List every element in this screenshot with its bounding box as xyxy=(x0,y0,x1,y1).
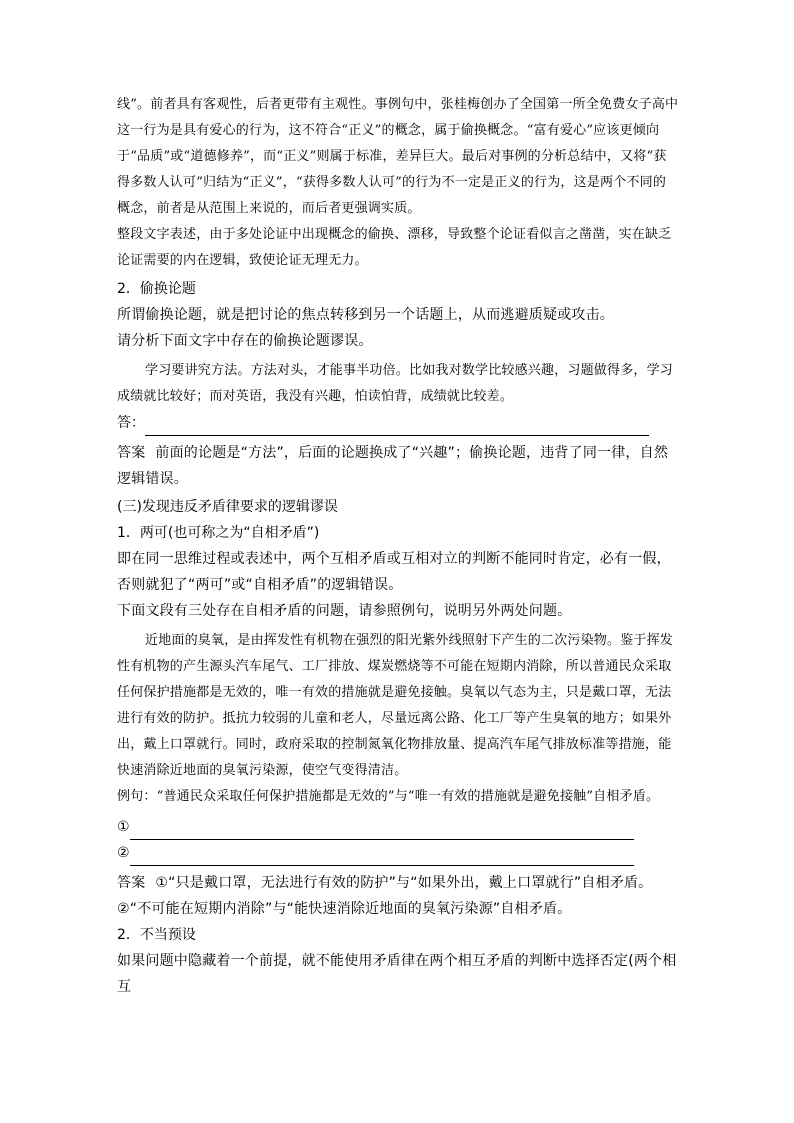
summary-paragraph: 整段文字表述，由于多处论证中出现概念的偷换、漂移，导致整个论证看似言之凿凿，实在缺乏论证需要的内在逻辑，致使论证无理无力。 xyxy=(117,227,672,268)
topic-shift-definition: 所谓偷换论题，就是把讨论的焦点转移到另一个话题上，从而逃避质疑或攻击。 xyxy=(117,307,614,323)
subsection-title-two-possible: 1．两可(也可称之为“自相矛盾”) xyxy=(117,525,320,541)
answer-prompt: 答： xyxy=(117,415,145,431)
answer-1-text: ①“只是戴口罩，无法进行有效的防护”与“如果外出，戴上口罩就行”自相矛盾。 xyxy=(155,875,653,891)
answer-blank-1-row xyxy=(117,814,679,840)
subsection-title-improper-presupposition: 2．不当预设 xyxy=(117,927,196,943)
answer-blank-2-row xyxy=(117,840,679,866)
blank-1-mark: ① xyxy=(117,819,130,835)
section-title-topic-shift: 2．偷换论题 xyxy=(117,281,196,297)
answer-blank-2-line[interactable] xyxy=(130,847,634,866)
answer-text: 前面的论题是“方法”，后面的论题换成了“兴趣”；偷换论题，违背了同一律，自然逻辑错误。 xyxy=(117,445,669,487)
answer-label: 答案 xyxy=(117,445,146,461)
topic-shift-quote: 学习要讲究方法。方法对头，才能事半功倍。比如我对数学比较感兴趣，习题做得多，学习成绩就比较好；而对英语，我没有兴趣，怕读怕背，成绩就比较差。 xyxy=(117,363,674,404)
contradiction-answer-1 xyxy=(117,870,679,896)
two-possible-definition: 即在同一思维过程或表述中，两个互相矛盾或互相对立的判断不能同时肯定，必有一假，否则就犯了“两可”或“自相矛盾”的逻辑错误。 xyxy=(117,551,671,593)
answer-blank-1-line[interactable] xyxy=(130,821,634,840)
section-title-contradiction: (三)发现违反矛盾律要求的逻辑谬误 xyxy=(117,499,338,515)
topic-shift-task: 请分析下面文字中存在的偷换论题谬误。 xyxy=(117,333,373,349)
contradiction-answer-2: ②“不可能在短期内消除”与“能快速消除近地面的臭氧污染源”自相矛盾。 xyxy=(117,901,572,917)
ozone-quote: 近地面的臭氧，是由挥发性有机物在强烈的阳光紫外线照射下产生的二次污染物。鉴于挥发性有机物的产生源头汽车尾气、工厂排放、煤炭燃烧等不可能在短期内消除，所以普通民众采取任何保护措施都是无效的，唯一有效的措施就是避免接触。臭氧以气态为主，只是戴口罩，无法进行有效的防护。抵抗力较弱的儿童和老人，尽量远离公路、化工厂等产生臭氧的地方；如果外出，戴上口罩就行。同时，政府采取的控制氮氧化物排放量、提高汽车尾气排放标准等措施，能快速消除近地面的臭氧污染源，使空气变得清洁。 xyxy=(117,633,674,778)
answer-label: 答案 xyxy=(117,875,146,891)
analysis-paragraph: 线”。前者具有客观性，后者更带有主观性。事例句中，张桂梅创办了全国第一所全免费女子高中这一行为是具有爱心的行为，这不符合“正义”的概念，属于偷换概念。“富有爱心”应该更倾向于“品质”或“道德修养”，而“正义”则属于标准，差异巨大。最后对事例的分析总结中，又将“获得多数人认可”归结为“正义”，“获得多数人认可”的行为不一定是正义的行为，这是两个不同的概念，前者是从范围上来说的，而后者更强调实质。 xyxy=(117,97,679,216)
document-page xyxy=(117,92,679,1000)
topic-shift-answer xyxy=(117,440,679,492)
example-sentence: 例句：“普通民众采取任何保护措施都是无效的”与“唯一有效的措施就是避免接触”自相矛盾。 xyxy=(117,789,660,804)
answer-blank-line[interactable] xyxy=(145,417,649,436)
blank-2-mark: ② xyxy=(117,845,130,861)
two-possible-task: 下面文段有三处存在自相矛盾的问题，请参照例句，说明另外两处问题。 xyxy=(117,603,572,619)
answer-blank-row xyxy=(117,410,679,436)
improper-presupposition-text: 如果问题中隐藏着一个前提，就不能使用矛盾律在两个相互矛盾的判断中选择否定(两个相互 xyxy=(117,953,677,995)
